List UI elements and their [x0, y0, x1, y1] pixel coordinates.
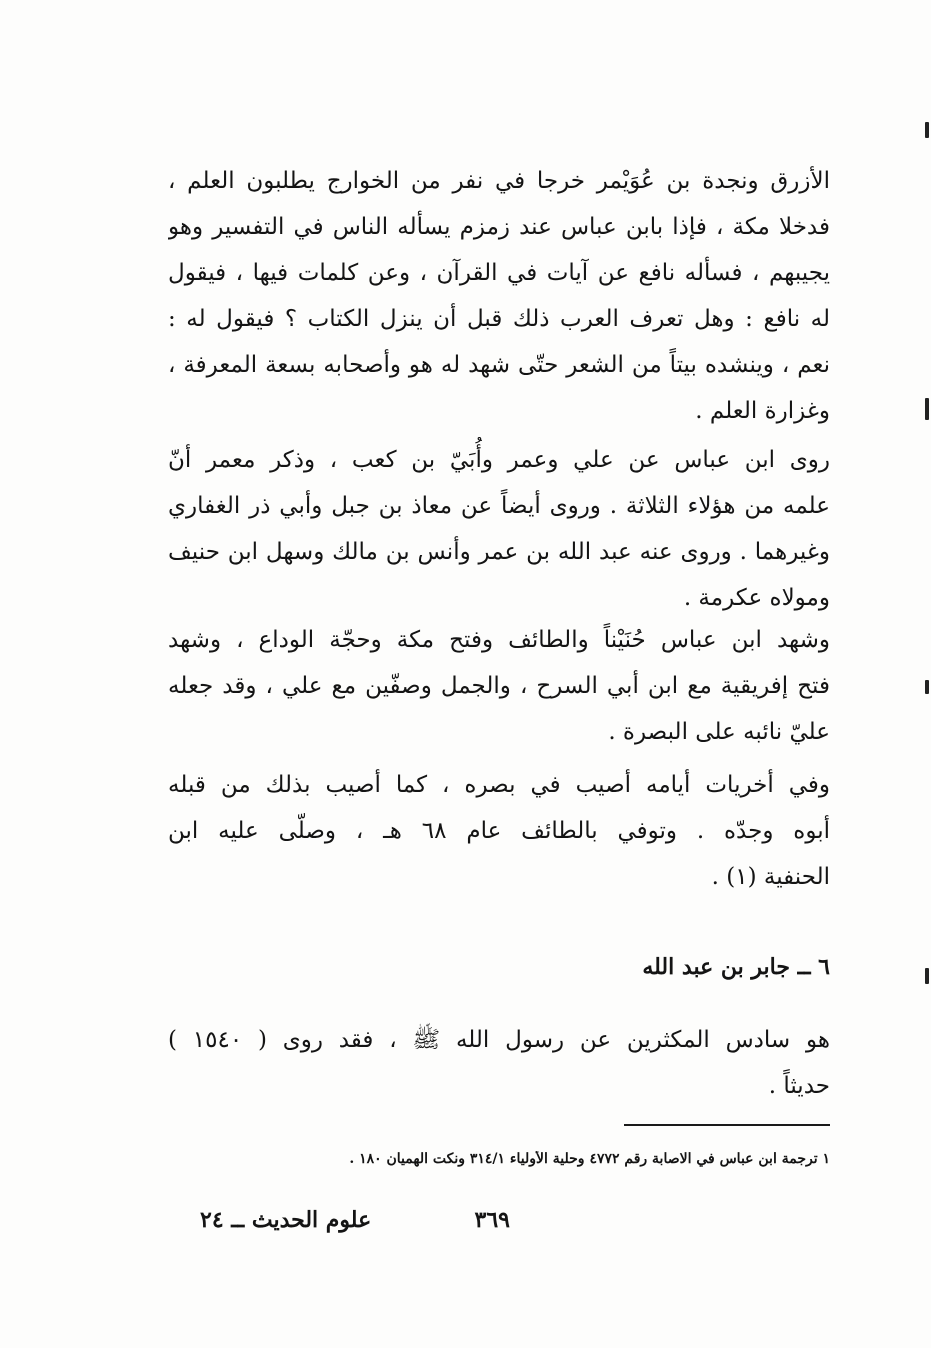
- paragraph-4: [168, 762, 830, 900]
- text-line: أبوه وجدّه . وتوفي بالطائف عام ٦٨ هـ ، وصلّى عليه ابن: [168, 818, 830, 844]
- footnote: ١ ترجمة ابن عباس في الاصابة رقم ٤٧٧٢ وحلية الأولياء ٣١٤/١ ونكت الهميان ١٨٠ .: [349, 1151, 830, 1167]
- paragraph-3: [168, 617, 830, 755]
- section-heading: ٦ ــ جابر بن عبد الله: [642, 954, 830, 980]
- text-line: علمه من هؤلاء الثلاثة . وروى أيضاً عن معاذ بن جبل وأبي ذر الغفاري: [168, 493, 830, 519]
- text-line: حديثاً .: [768, 1073, 830, 1099]
- running-title: علوم الحديث ــ ٢٤: [200, 1207, 372, 1233]
- scan-mark: [925, 122, 929, 138]
- paragraph-2: [168, 437, 830, 621]
- section-paragraph: [168, 1017, 830, 1109]
- footnote-divider: [624, 1124, 830, 1126]
- paragraph-1: [168, 158, 830, 434]
- scan-mark: [925, 968, 929, 984]
- text-line: روى ابن عباس عن علي وعمر وأُبَيّ بن كعب ، وذكر معمر أنّ: [168, 447, 830, 473]
- text-line: نعم ، وينشده بيتاً من الشعر حتّى شهد له هو وأصحابه بسعة المعرفة ،: [168, 352, 830, 378]
- text-line: له نافع : وهل تعرف العرب ذلك قبل أن ينزل الكتاب ؟ فيقول له :: [168, 306, 830, 332]
- page-footer: [200, 1200, 600, 1240]
- scan-mark: [925, 398, 929, 420]
- text-line: الأزرق ونجدة بن عُوَيْمر خرجا في نفر من الخوارج يطلبون العلم ،: [168, 168, 830, 194]
- text-line: وشهد ابن عباس حُنَيْناً والطائف وفتح مكة وحجّة الوداع ، وشهد: [168, 627, 830, 653]
- text-line: وغيرهما . وروى عنه عبد الله بن عمر وأنس بن مالك وسهل ابن حنيف: [168, 539, 830, 565]
- text-line: هو سادس المكثرين عن رسول الله ﷺ ، فقد روى ( ١٥٤٠ ): [168, 1027, 830, 1053]
- text-line: الحنفية (١) .: [711, 864, 830, 890]
- page-number: ٣٦٩: [474, 1207, 510, 1233]
- text-line: ومولاه عكرمة .: [683, 585, 830, 611]
- text-line: فتح إفريقية مع ابن أبي السرح ، والجمل وصفّين مع علي ، وقد جعله: [168, 673, 830, 699]
- text-line: وغزارة العلم .: [695, 398, 830, 424]
- text-line: عليّ نائبه على البصرة .: [608, 719, 830, 745]
- text-line: فدخلا مكة ، فإذا بابن عباس عند زمزم يسأله الناس في التفسير وهو: [168, 214, 830, 240]
- text-line: وفي أخريات أيامه أصيب في بصره ، كما أصيب بذلك من قبله: [168, 772, 830, 798]
- text-line: يجيبهم ، فسأله نافع عن آيات في القرآن ، وعن كلمات فيها ، فيقول: [168, 260, 830, 286]
- scan-mark: [925, 680, 929, 694]
